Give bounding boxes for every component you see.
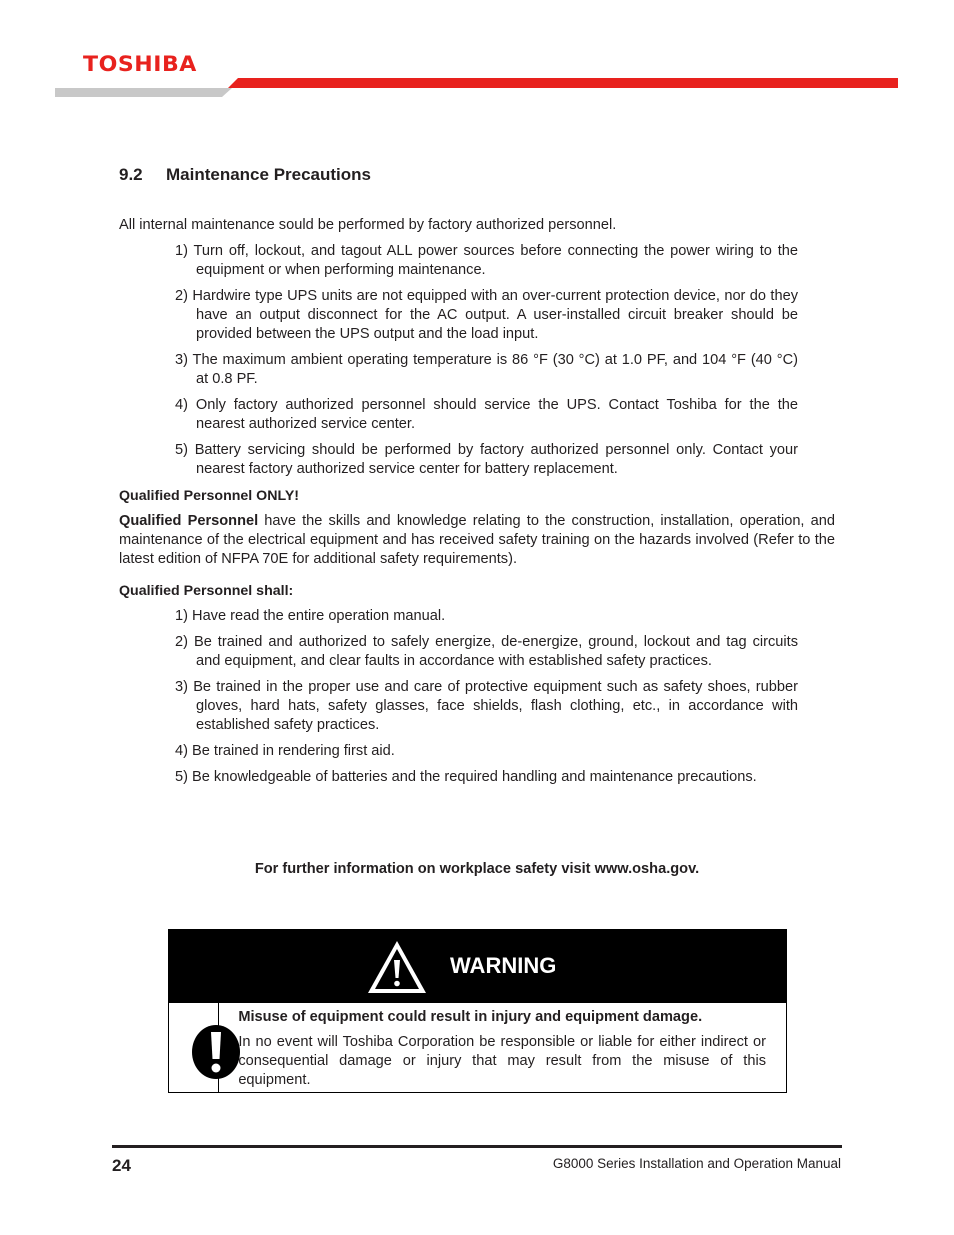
precaution-item: 4) Only factory authorized personnel should service the UPS. Contact Toshiba for the the nearest authorized service center.: [175, 397, 798, 432]
shall-item: 5) Be knowledgeable of batteries and the required handling and maintenance precautions.: [175, 769, 757, 785]
intro-text: All internal maintenance sould be performed by factory authorized personnel.: [119, 217, 617, 233]
exclamation-icon: [187, 1023, 245, 1081]
precaution-list: [119, 242, 835, 479]
precaution-item: 5) Battery servicing should be performed by factory authorized personnel only. Contact your nearest factory authorized service center for battery replacement.: [175, 442, 798, 477]
warning-lead: Misuse of equipment could result in injury and equipment damage.: [238, 1009, 703, 1025]
section-title: Maintenance Precautions: [166, 165, 372, 184]
precaution-item: 3) The maximum ambient operating temperature is 86 °F (30 °C) at 1.0 PF, and 104 °F (40 °C) at 0.8 PF.: [175, 352, 798, 387]
qualified-heading: Qualified Personnel ONLY!: [119, 488, 300, 504]
shall-item: 1) Have read the entire operation manual.: [175, 608, 446, 624]
warning-box: [168, 929, 787, 1093]
warning-triangle-icon: [365, 938, 429, 996]
warning-text: [219, 1003, 786, 1092]
page-number: 24: [112, 1156, 131, 1175]
section-number: 9.2: [119, 165, 143, 184]
footer-rule: [112, 1145, 842, 1148]
body-content: [119, 216, 835, 794]
toshiba-logo: TOSHIBA: [83, 52, 197, 76]
osha-note: For further information on workplace safety visit www.osha.gov.: [254, 861, 700, 877]
shall-item: 4) Be trained in rendering first aid.: [175, 743, 395, 759]
shall-item: 3) Be trained in the proper use and care of protective equipment such as safety shoes, rubber gloves, hard hats, safety glasses, face shields, flash clothing, etc., in accordance with established safety practices.: [175, 679, 798, 733]
warning-body-text: In no event will Toshiba Corporation be responsible or liable for either indirect or consequential damage or injury that may result from the misuse of this equipment.: [238, 1034, 766, 1088]
section-heading: [119, 165, 371, 185]
shall-list: [119, 607, 835, 787]
warning-header: [169, 930, 786, 1003]
shall-item: 2) Be trained and authorized to safely energize, de-energize, ground, lockout and tag circuits and equipment, and clear faults in accordance with established safety practices.: [175, 634, 798, 669]
warning-body: [169, 1003, 786, 1092]
precaution-item: 2) Hardwire type UPS units are not equipped with an over-current protection device, nor do they have an output disconnect for the AC output. A user-installed circuit breaker should be provided between the UPS output and the load input.: [175, 288, 798, 342]
qualified-term: Qualified Personnel: [119, 513, 259, 529]
shall-heading: Qualified Personnel shall:: [119, 583, 294, 599]
qualified-paragraph: [119, 512, 835, 569]
warning-icon-cell: [169, 1003, 219, 1092]
manual-title: G8000 Series Installation and Operation Manual: [552, 1156, 841, 1171]
precaution-item: 1) Turn off, lockout, and tagout ALL power sources before connecting the power wiring to the equipment or when performing maintenance.: [175, 243, 798, 278]
warning-title: WARNING: [450, 953, 557, 978]
qualified-definition: have the skills and knowledge relating to the construction, installation, operation, and maintenance of the electrical equipment and has received safety training on the hazards involved (Refer to the latest edition of NFPA 70E for additional safety requirements).: [119, 513, 835, 567]
